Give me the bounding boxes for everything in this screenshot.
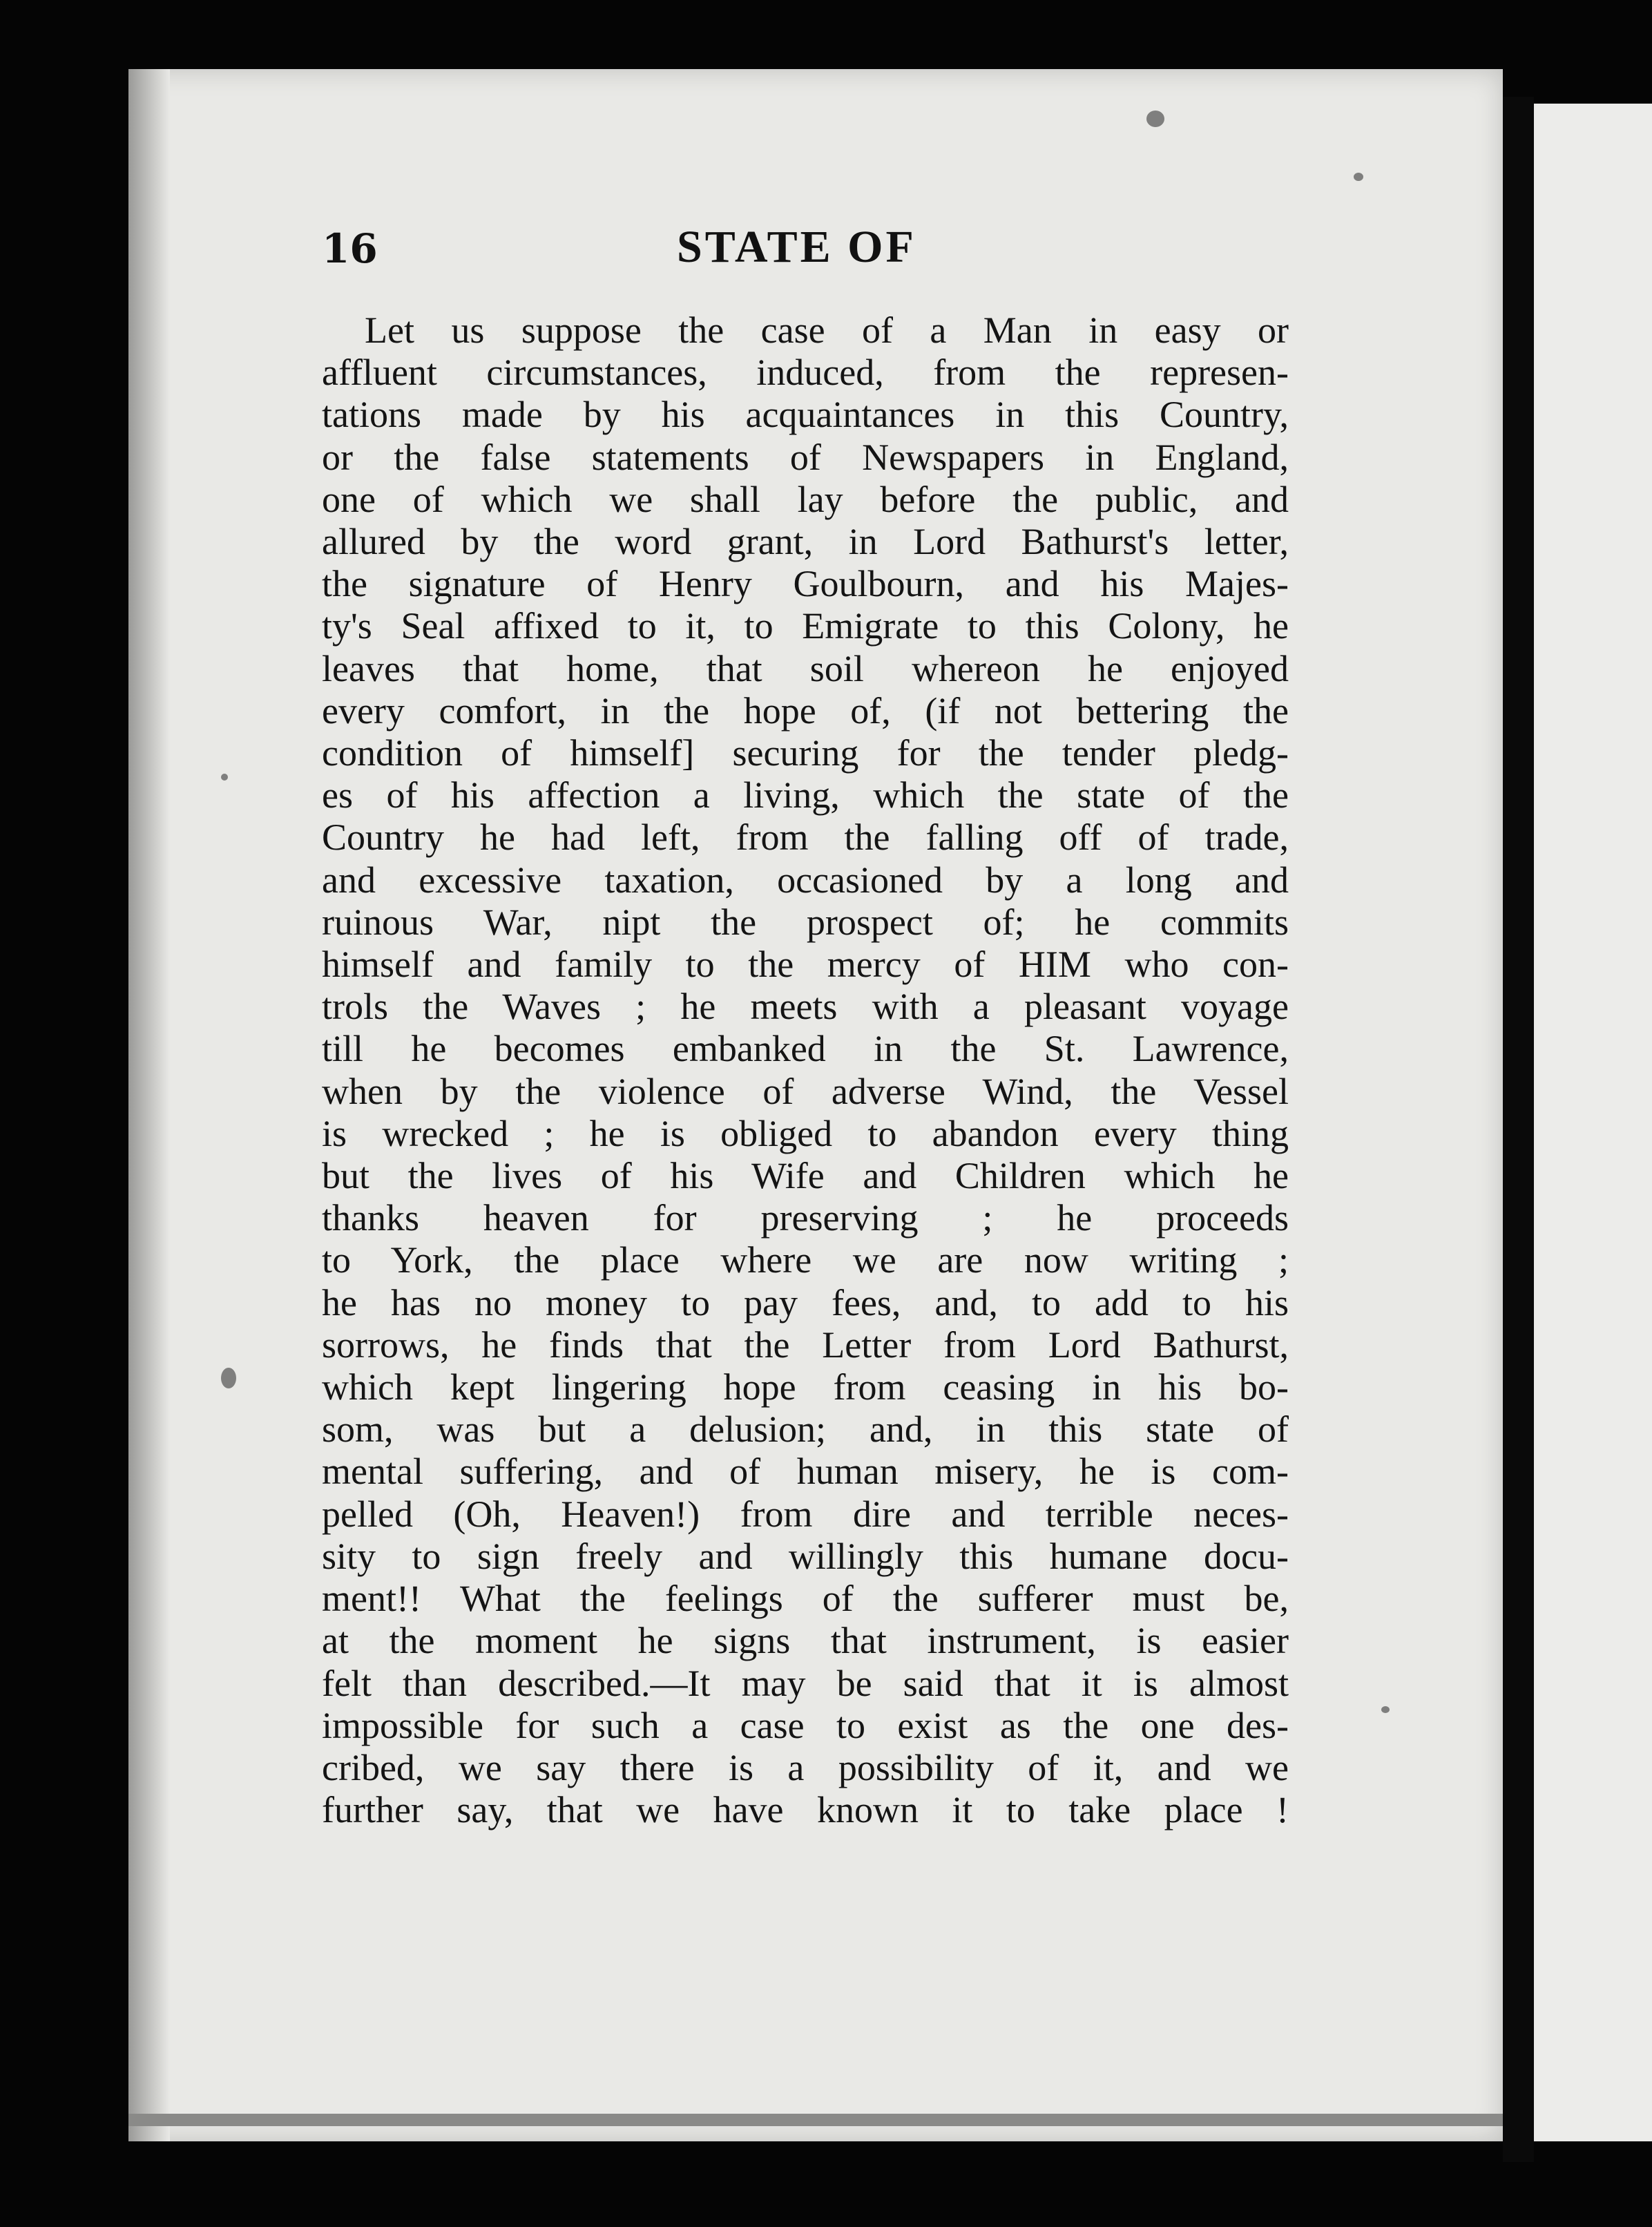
text-line: the signature of Henry Goulbourn, and his Majes-	[322, 563, 1289, 605]
facing-page-edge	[1534, 104, 1652, 2141]
text-line: and excessive taxation, occasioned by a long and	[322, 859, 1289, 901]
text-line: thanks heaven for preserving ; he proceeds	[322, 1197, 1289, 1239]
text-line: condition of himself] securing for the tender pledg-	[322, 732, 1289, 774]
text-line: es of his affection a living, which the state of the	[322, 774, 1289, 816]
text-line: mental suffering, and of human misery, he is com-	[322, 1451, 1289, 1493]
running-head: STATE OF	[677, 222, 916, 272]
text-line: pelled (Oh, Heaven!) from dire and terrible neces-	[322, 1493, 1289, 1535]
text-line: trols the Waves ; he meets with a pleasant voyage	[322, 986, 1289, 1028]
text-line: Country he had left, from the falling off of trade,	[322, 816, 1289, 859]
text-line: to York, the place where we are now writing ;	[322, 1239, 1289, 1281]
text-line: sity to sign freely and willingly this humane docu-	[322, 1535, 1289, 1577]
text-line: himself and family to the mercy of HIM who con-	[322, 944, 1289, 986]
text-line: or the false statements of Newspapers in England,	[322, 436, 1289, 478]
text-line: is wrecked ; he is obliged to abandon every thing	[322, 1112, 1289, 1154]
text-line: allured by the word grant, in Lord Bathurst's letter,	[322, 521, 1289, 563]
text-line: further say, that we have known it to take place !	[322, 1789, 1289, 1831]
text-line: leaves that home, that soil whereon he enjoyed	[322, 647, 1289, 689]
text-line: tations made by his acquaintances in this Country,	[322, 394, 1289, 436]
text-line: impossible for such a case to exist as the one des-	[322, 1704, 1289, 1746]
text-line: ruinous War, nipt the prospect of; he commits	[322, 901, 1289, 943]
text-line: ty's Seal affixed to it, to Emigrate to this Colony, he	[322, 605, 1289, 647]
paper-speck	[221, 1368, 236, 1388]
text-line: he has no money to pay fees, and, to add to his	[322, 1281, 1289, 1323]
text-line: felt than described.—It may be said that it is almost	[322, 1662, 1289, 1704]
paper-speck	[221, 774, 228, 781]
paper-speck	[1354, 173, 1363, 181]
text-line: sorrows, he finds that the Letter from Lord Bathurst,	[322, 1323, 1289, 1366]
body-paragraph	[322, 309, 1289, 1831]
text-line: when by the violence of adverse Wind, the Vessel	[322, 1070, 1289, 1112]
page-number: 16	[322, 225, 378, 272]
text-line: one of which we shall lay before the public, and	[322, 478, 1289, 520]
text-line: Let us suppose the case of a Man in easy or	[365, 309, 1289, 351]
text-line: ment!! What the feelings of the sufferer must be,	[322, 1578, 1289, 1620]
paper-speck	[1381, 1706, 1390, 1713]
text-line: at the moment he signs that instrument, is easier	[322, 1620, 1289, 1662]
text-line: till he becomes embanked in the St. Lawrence,	[322, 1028, 1289, 1070]
text-line: affluent circumstances, induced, from the represen-	[322, 352, 1289, 394]
text-line: every comfort, in the hope of, (if not bettering the	[322, 689, 1289, 732]
page-bottom-edge	[128, 2114, 1503, 2126]
text-line: cribed, we say there is a possibility of it, and we	[322, 1746, 1289, 1788]
paper-speck	[1146, 111, 1164, 127]
book-spine-shadow	[1503, 97, 1534, 2162]
text-line: which kept lingering hope from ceasing in his bo-	[322, 1366, 1289, 1408]
text-line: but the lives of his Wife and Children which he	[322, 1155, 1289, 1197]
text-line: som, was but a delusion; and, in this state of	[322, 1408, 1289, 1451]
